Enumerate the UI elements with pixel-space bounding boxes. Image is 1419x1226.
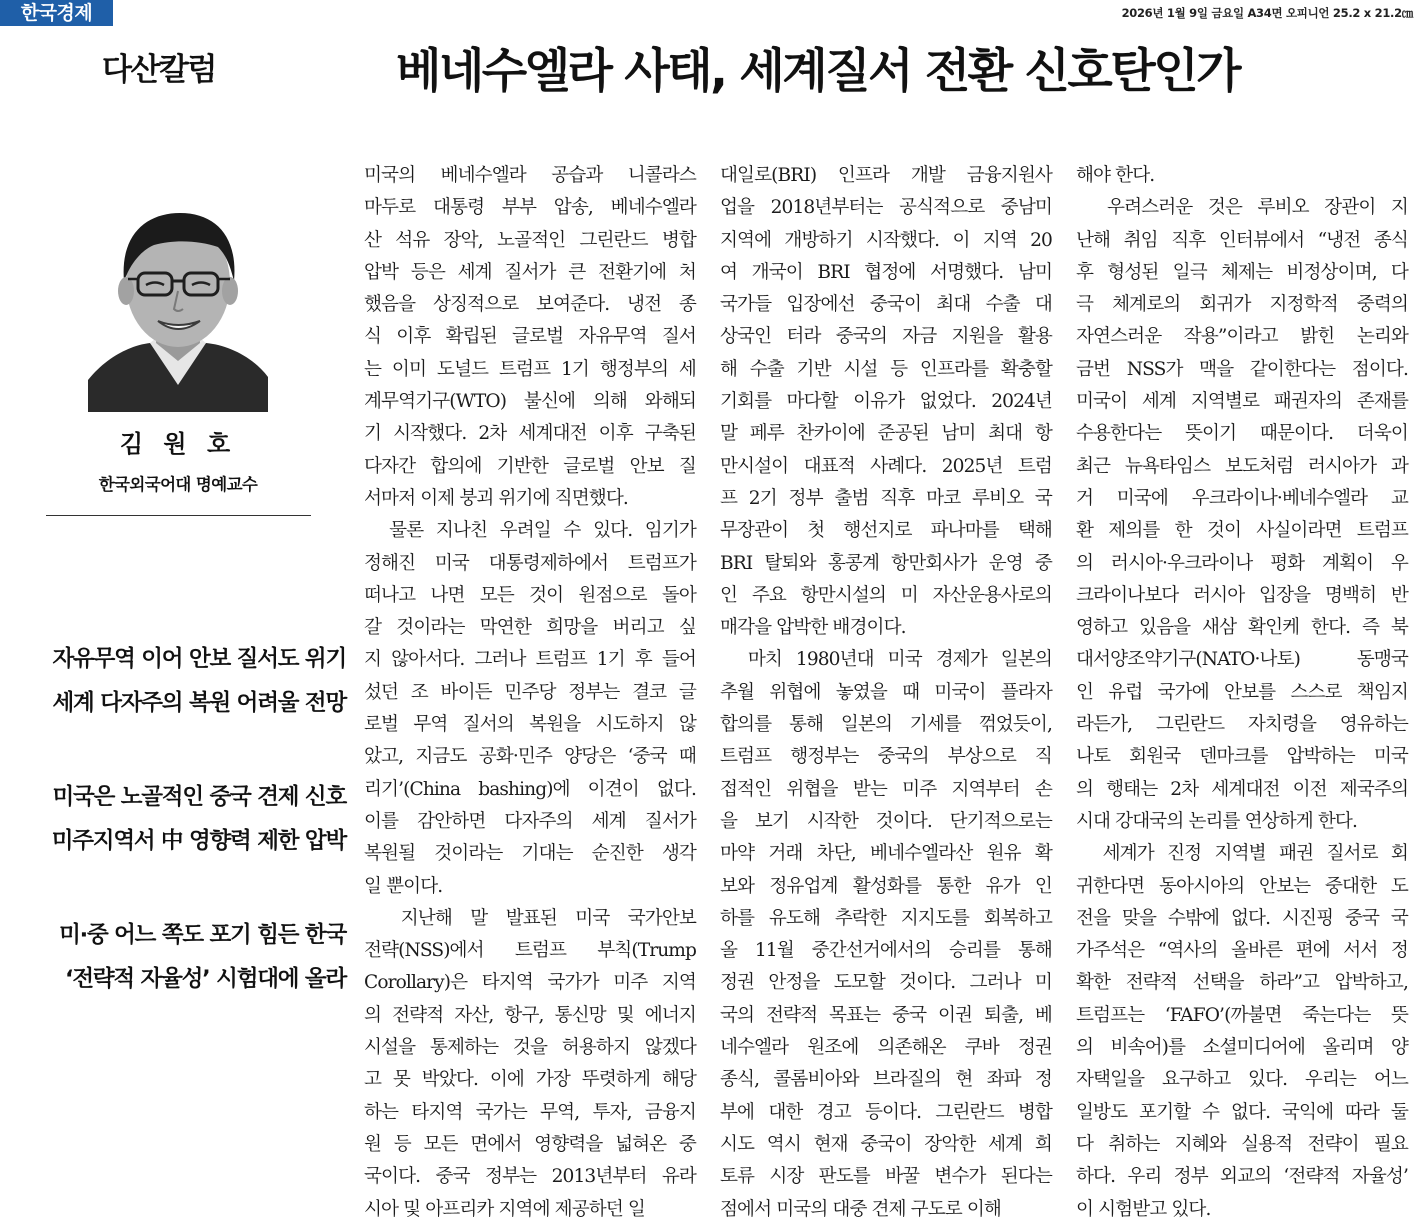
headline: 베네수엘라 사태, 세계질서 전환 신호탄인가 (396, 44, 1240, 99)
article-line: 서마저 이제 붕괴 위기에 직면했다. (364, 487, 628, 509)
article-line: 만시설이 대표적 사례다. 2025년 트럼 (720, 455, 1052, 477)
article-line: 시설을 통제하는 것을 허용하지 않겠다 (364, 1037, 696, 1059)
article-line: 추월 위협에 놓였을 때 미국이 플라자 (720, 681, 1052, 703)
article-line: 전을 맞을 수밖에 없다. 시진핑 중국 국 (1076, 907, 1408, 929)
article-line: 지 않아서다. 그러나 트럼프 1기 후 들어 (364, 649, 696, 671)
article-line: 하를 유도해 추락한 지지도를 회복하고 (720, 907, 1052, 929)
article-line: 부에 대한 경고 등이다. 그린란드 병합 (720, 1101, 1052, 1123)
article-column-2 (720, 160, 1052, 1226)
article-line: 기 시작했다. 2차 세계대전 이후 구축된 (364, 423, 696, 445)
article-line: 기회를 마다할 이유가 없었다. 2024년 (720, 391, 1052, 413)
article-line: 자연스러운 작용”이라고 밝힌 논리와 (1076, 326, 1408, 348)
article-line: 로벌 무역 질서의 복원을 시도하지 않 (364, 714, 696, 736)
article-line: 다 취하는 지혜와 실용적 전략이 필요 (1076, 1133, 1408, 1155)
subhead-line: 미주지역서 中 영향력 제한 압박 (51, 828, 346, 854)
article-line: BRI 탈퇴와 홍콩계 항만회사가 운영 중 (720, 552, 1052, 574)
article-line: 여 개국이 BRI 협정에 서명했다. 남미 (720, 261, 1052, 283)
article-line: 자택일을 요구하고 있다. 우리는 어느 (1076, 1069, 1408, 1091)
article-line: 원 등 모든 면에서 영향력을 넓혀온 중 (364, 1133, 696, 1155)
article-line: 수용한다는 뜻이기 때문이다. 더욱이 (1076, 423, 1408, 445)
article-line: 대일로(BRI) 인프라 개발 금융지원사 (720, 165, 1052, 186)
article-line: 리기’(China bashing)에 이견이 없다. (364, 778, 696, 800)
article-line: 말 페루 찬카이에 준공된 남미 최대 항 (720, 423, 1052, 445)
article-line: 시도 역시 현재 중국이 장악한 세계 희 (720, 1133, 1052, 1155)
article-line: 미국의 베네수엘라 공습과 니콜라스 (364, 165, 696, 186)
subhead-group (0, 913, 346, 1001)
article-line: 시아 및 아프리카 지역에 제공하던 일 (364, 1198, 645, 1220)
article-line: 이 시험받고 있다. (1076, 1198, 1211, 1220)
article-line: 거 미국에 우크라이나·베네수엘라 교 (1076, 487, 1408, 509)
article-line: 미국이 세계 지역별로 패권자의 존재를 (1076, 391, 1408, 413)
article-line: 나토 회원국 덴마크를 압박하는 미국 (1076, 746, 1408, 768)
author-portrait (88, 195, 268, 412)
article-line: 극 체계로의 회귀가 지정학적 중력의 (1076, 294, 1408, 316)
article-line: 지난해 말 발표된 미국 국가안보 (364, 907, 696, 929)
article-line: 전략(NSS)에서 트럼프 부칙(Trump (364, 940, 696, 962)
article-line: 금번 NSS가 맥을 같이한다는 점이다. (1076, 358, 1408, 380)
article-line: 토류 시장 판도를 바꿀 변수가 된다는 (720, 1166, 1052, 1188)
article-line: 의 전략적 자산, 항구, 통신망 및 에너지 (364, 1004, 696, 1026)
article-line: 마약 거래 차단, 베네수엘라산 원유 확 (720, 843, 1052, 865)
article-line: 일 뿐이다. (364, 875, 443, 897)
article-line: 프 2기 정부 출범 직후 마코 루비오 국 (720, 487, 1052, 509)
article-line: 무장관이 첫 행선지로 파나마를 택해 (720, 520, 1052, 542)
article-line: 상국인 터라 중국의 자금 지원을 활용 (720, 326, 1052, 348)
article-line: 가주석은 “역사의 올바른 편에 서서 정 (1076, 940, 1408, 962)
subhead-line: 자유무역 이어 안보 질서도 위기 (52, 646, 346, 672)
article-line: 압박 등은 세계 질서가 큰 전환기에 처 (364, 261, 696, 283)
article-line: 마두로 대통령 부부 압송, 베네수엘라 (364, 197, 696, 219)
article-line: 후 형성된 일극 체제는 비정상이며, 다 (1076, 261, 1408, 283)
article-line: 물론 지나친 우려일 수 있다. 임기가 (364, 520, 696, 542)
article-column-1 (364, 160, 696, 1226)
article-column-3 (1076, 160, 1408, 1226)
subhead-group (0, 775, 346, 863)
article-line: 고 못 박았다. 이에 가장 뚜렷하게 해당 (364, 1069, 696, 1091)
article-line: 떠나고 나면 모든 것이 원점으로 돌아 (364, 584, 696, 606)
article-line: 점에서 미국의 대중 견제 구도로 이해 (720, 1198, 1001, 1220)
article-line: Corollary)은 타지역 국가가 미주 지역 (364, 972, 696, 994)
article-line: 합의를 통해 일본의 기세를 꺾었듯이, (720, 714, 1052, 736)
article-line: 하는 타지역 국가는 무역, 투자, 금융지 (364, 1101, 696, 1123)
subhead-line: 미·중 어느 쪽도 포기 힘든 한국 (59, 922, 346, 948)
article-line: 보와 정유업계 활성화를 통한 유가 인 (720, 875, 1052, 897)
article-line: 식 이후 확립된 글로벌 자유무역 질서 (364, 326, 696, 348)
author-name: 김 원 호 (119, 430, 237, 458)
newspaper-masthead: 한국경제 (0, 0, 113, 26)
subhead-line: ‘전략적 자율성’ 시험대에 올라 (64, 966, 346, 992)
article-line: 섰던 조 바이든 민주당 정부는 결코 글 (364, 681, 696, 703)
subhead-group (0, 637, 346, 725)
subheadlines (0, 637, 346, 1051)
article-line: 네수엘라 원조에 의존해온 쿠바 정권 (720, 1037, 1052, 1059)
article-line: 의 비속어)를 소셜미디어에 올리며 양 (1076, 1037, 1408, 1059)
article-line: 귀한다면 동아시아의 안보는 중대한 도 (1076, 875, 1408, 897)
publication-info: 2026년 1월 9일 금요일 A34면 오피니언 25.2 x 21.2㎝ (1121, 6, 1413, 20)
article-line: 갈 것이라는 막연한 희망을 버리고 싶 (364, 617, 696, 639)
author-photo-image (88, 195, 268, 412)
article-line: 정권 안정을 도모할 것이다. 그러나 미 (720, 972, 1052, 994)
article-line: 우려스러운 것은 루비오 장관이 지 (1076, 197, 1408, 219)
article-line: 계무역기구(WTO) 불신에 의해 와해되 (364, 391, 696, 413)
article-line: 대서양조약기구(NATO·나토) 동맹국 (1076, 649, 1408, 671)
article-line: 올 11월 중간선거에서의 승리를 통해 (720, 940, 1052, 962)
article-line: 했음을 상징적으로 보여준다. 냉전 종 (364, 294, 696, 316)
article-line: 해 수출 기반 시설 등 인프라를 확충할 (720, 358, 1052, 380)
article-line: 는 이미 도널드 트럼프 1기 행정부의 세 (364, 358, 696, 380)
article-line: 확한 전략적 선택을 하라”고 압박하고, (1076, 972, 1408, 994)
column-name: 다산칼럼 (102, 52, 216, 88)
article-line: 의 러시아·우크라이나 평화 계획이 우 (1076, 552, 1408, 574)
article-line: 크라이나보다 러시아 입장을 명백히 반 (1076, 584, 1408, 606)
article-line: 산 석유 장악, 노골적인 그린란드 병합 (364, 229, 696, 251)
article-line: 접적인 위협을 받는 미주 지역부터 손 (720, 778, 1052, 800)
article-line: 난해 취임 직후 인터뷰에서 “냉전 종식 (1076, 229, 1408, 251)
article-line: 환 제의를 한 것이 사실이라면 트럼프 (1076, 520, 1408, 542)
article-line: 이를 감안하면 다자주의 세계 질서가 (364, 810, 696, 832)
article-line: 매각을 압박한 배경이다. (720, 617, 906, 639)
author-divider (46, 515, 311, 516)
article-line: 종식, 콜롬비아와 브라질의 현 좌파 정 (720, 1069, 1052, 1091)
article-line: 국가들 입장에선 중국이 최대 수출 대 (720, 294, 1052, 316)
article-line: 국이다. 중국 정부는 2013년부터 유라 (364, 1166, 696, 1188)
article-line: 정해진 미국 대통령제하에서 트럼프가 (364, 552, 696, 574)
article-line: 최근 뉴욕타임스 보도처럼 러시아가 과 (1076, 455, 1408, 477)
article-line: 복원될 것이라는 기대는 순진한 생각 (364, 843, 696, 865)
article-line: 세계가 진정 지역별 패권 질서로 회 (1076, 843, 1408, 865)
article-line: 시대 강대국의 논리를 연상하게 한다. (1076, 810, 1357, 832)
article-line: 트럼프 행정부는 중국의 부상으로 직 (720, 746, 1052, 768)
article-line: 하다. 우리 정부 외교의 ‘전략적 자율성’ (1076, 1166, 1408, 1188)
article-line: 마치 1980년대 미국 경제가 일본의 (720, 649, 1052, 671)
article-line: 라든가, 그린란드 자치령을 영유하는 (1076, 714, 1408, 736)
article-line: 해야 한다. (1076, 165, 1155, 186)
subhead-line: 미국은 노골적인 중국 견제 신호 (52, 784, 346, 810)
article-line: 일방도 포기할 수 없다. 국익에 따라 둘 (1076, 1101, 1408, 1123)
article-line: 다자간 합의에 기반한 글로벌 안보 질 (364, 455, 696, 477)
author-title: 한국외국어대 명예교수 (98, 475, 258, 494)
article-line: 인 유럽 국가에 안보를 스스로 책임지 (1076, 681, 1408, 703)
article-line: 았고, 지금도 공화·민주 양당은 ‘중국 때 (364, 746, 696, 768)
article-line: 을 보기 시작한 것이다. 단기적으로는 (720, 810, 1052, 832)
article-line: 지역에 개방하기 시작했다. 이 지역 20 (720, 229, 1052, 251)
article-line: 업을 2018년부터는 공식적으로 중남미 (720, 197, 1052, 219)
article-line: 영하고 있음을 새삼 확인케 한다. 즉 북 (1076, 617, 1408, 639)
article-line: 의 행태는 2차 세계대전 이전 제국주의 (1076, 778, 1408, 800)
article-line: 트럼프는 ‘FAFO’(까불면 죽는다는 뜻 (1076, 1004, 1408, 1026)
subhead-line: 세계 다자주의 복원 어려울 전망 (52, 690, 346, 716)
article-line: 국의 전략적 목표는 중국 이권 퇴출, 베 (720, 1004, 1052, 1026)
article-line: 인 주요 항만시설의 미 자산운용사로의 (720, 584, 1052, 606)
